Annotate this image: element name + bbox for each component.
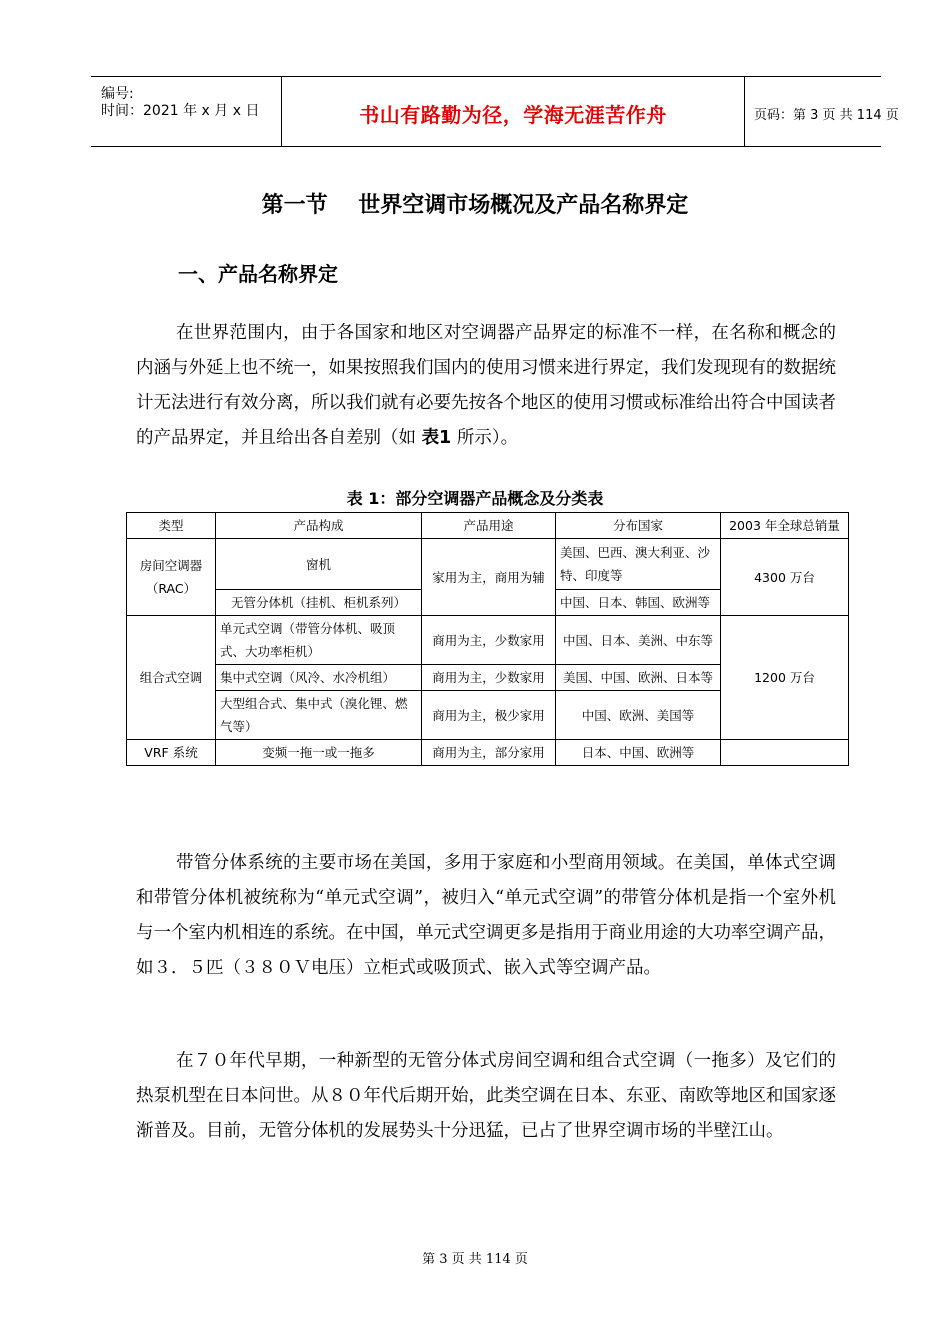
type-cell: 房间空调器（RAC） [127,539,216,616]
body-paragraph-ductless: 在７０年代早期，一种新型的无管分体式房间空调和组合式空调（一拖多）及它们的热泵机型在日本问世。从８０年代后期开始，此类空调在日本、东亚、南欧等地区和国家逐渐普及。目前，无管分体机的发展势头十分迅猛，已占了世界空调市场的半壁江山。 [136,1051,836,1141]
table-row [127,616,849,665]
product-cell: 窗机 [216,539,422,590]
header-cell: 产品用途 [422,513,556,539]
table-header-row [127,513,849,539]
table-reference: 表1 [421,428,452,448]
countries-cell: 中国、欧洲、美国等 [556,691,721,740]
header-motto: 书山有路勤为径，学海无涯苦作舟 [359,103,667,127]
product-cell: 无管分体机（挂机、柜机系列） [216,590,422,616]
usage-cell: 商用为主，部分家用 [422,740,556,766]
product-cell: 大型组合式、集中式（溴化锂、燃气等） [216,691,422,740]
header-cell: 类型 [127,513,216,539]
section-title: 第一节 世界空调市场概况及产品名称界定 [261,193,689,218]
header-cell: 分布国家 [556,513,721,539]
header-table [91,76,899,147]
product-cell: 变频一拖一或一拖多 [216,740,422,766]
type-cell: 组合式空调 [127,616,216,740]
countries-cell: 日本、中国、欧洲等 [556,740,721,766]
intro-text: 在世界范围内，由于各国家和地区对空调器产品界定的标准不一样，在名称和概念的内涵与外延上也不统一，如果按照我们国内的使用习惯来进行界定，我们发现现有的数据统计无法进行有效分离，所以我们就有必要先按各个地区的使用习惯或标准给出符合中国读者的产品界定，并且给出各自差别（如 [136,323,836,448]
header-page-number: 页码：第 3 页 共 114 页 [754,108,899,123]
countries-cell: 美国、中国、欧洲、日本等 [556,665,721,691]
product-cell: 集中式空调（风冷、水冷机组） [216,665,422,691]
countries-cell: 中国、日本、韩国、欧洲等 [556,590,721,616]
intro-tail: 所示）。 [451,428,519,448]
intro-paragraph [136,316,836,456]
countries-cell: 中国、日本、美洲、中东等 [556,616,721,665]
usage-cell: 商用为主，少数家用 [422,616,556,665]
usage-cell: 商用为主，少数家用 [422,665,556,691]
document-number-label: 编号: [101,86,134,102]
sales-cell: 4300 万台 [721,539,849,616]
subsection-title: 一、产品名称界定 [178,262,338,286]
sales-cell: 1200 万台 [721,616,849,740]
header-cell: 产品构成 [216,513,422,539]
countries-cell: 美国、巴西、澳大利亚、沙特、印度等 [556,539,721,590]
table-row [127,740,849,766]
document-time-label: 时间：2021 年 x 月 x 日 [101,103,260,119]
usage-cell: 商用为主，极少家用 [422,691,556,740]
body-paragraph-ducted: 带管分体系统的主要市场在美国，多用于家庭和小型商用领域。在美国，单体式空调和带管分体机被统称为“单元式空调”，被归入“单元式空调”的带管分体机是指一个室外机与一个室内机相连的系统。在中国，单元式空调更多是指用于商业用途的大功率空调产品，如３．５匹（３８０Ｖ电压）立柜式或吸顶式、嵌入式等空调产品。 [136,853,836,978]
table-caption: 表 1：部分空调器产品概念及分类表 [346,489,604,508]
product-cell: 单元式空调（带管分体机、吸顶式、大功率柜机） [216,616,422,665]
sales-cell [721,740,849,766]
type-cell: VRF 系统 [127,740,216,766]
header-page-cell [744,77,899,146]
page-footer: 第 3 页 共 114 页 [422,1252,528,1267]
usage-cell: 家用为主，商用为辅 [422,539,556,616]
table-row [127,539,849,590]
header-cell: 2003 年全球总销量 [721,513,849,539]
header-left-cell [91,77,281,146]
classification-table [126,512,849,766]
header-motto-cell [281,77,745,146]
